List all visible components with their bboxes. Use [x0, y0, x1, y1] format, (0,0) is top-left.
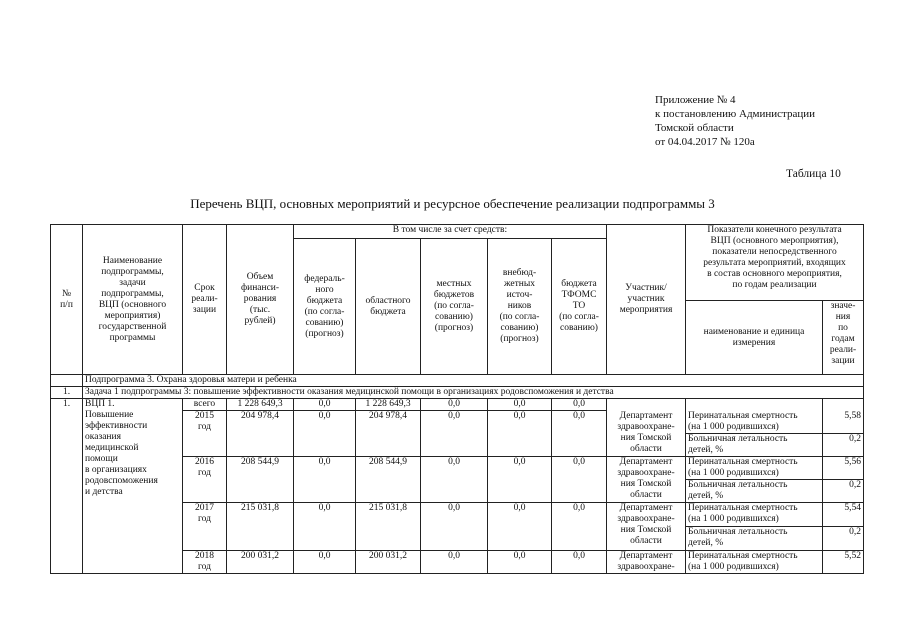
- year-offbudget: 0,0: [488, 550, 552, 573]
- vcp-num: 1.: [51, 399, 83, 574]
- indicator-name: Больничная летальность детей, %: [686, 479, 823, 502]
- total-volume: 1 228 649,3: [227, 399, 294, 411]
- indicator-name: Перинатальная смертность (на 1 000 родившихся): [686, 502, 823, 526]
- year-regional: 200 031,2: [356, 550, 421, 573]
- year-volume: 215 031,8: [227, 502, 294, 550]
- header-volume: Объем финанси- рования (тыс. рублей): [227, 225, 294, 375]
- year-participant: Департамент здравоохране-: [607, 550, 686, 573]
- task-row: Задача 1 подпрограммы 3: повышение эффективности оказания медицинской помощи в организациях родовспоможения и детства: [83, 387, 864, 399]
- header-regional: областного бюджета: [356, 239, 421, 375]
- header-tfoms: бюджета ТФОМС ТО (по согла- сованию): [552, 239, 607, 375]
- appendix-line: к постановлению Администрации: [655, 108, 816, 120]
- year-regional: 215 031,8: [356, 502, 421, 550]
- total-federal: 0,0: [294, 399, 356, 411]
- header-indicator-value: значе- ния по годам реали- зации: [823, 301, 864, 375]
- indicator-value: 0,2: [823, 433, 864, 456]
- indicator-value: 5,56: [823, 456, 864, 479]
- header-participant: Участник/ участник мероприятия: [607, 225, 686, 375]
- total-tfoms: 0,0: [552, 399, 607, 411]
- year-participant: Департамент здравоохране- ния Томской области: [607, 456, 686, 502]
- indicator-value-empty: [823, 399, 864, 411]
- year-local: 0,0: [421, 456, 488, 502]
- indicator-name: Больничная летальность детей, %: [686, 526, 823, 550]
- header-num: № п/п: [51, 225, 83, 375]
- indicator-value: 5,58: [823, 411, 864, 434]
- total-offbudget: 0,0: [488, 399, 552, 411]
- year-federal: 0,0: [294, 456, 356, 502]
- year-period: 2016 год: [183, 456, 227, 502]
- indicator-name: Перинатальная смертность (на 1 000 родившихся): [686, 411, 823, 434]
- appendix-line: Томской области: [655, 122, 734, 134]
- total-local: 0,0: [421, 399, 488, 411]
- participant-empty: [607, 399, 686, 411]
- indicator-name: Перинатальная смертность (на 1 000 родившихся): [686, 550, 823, 573]
- appendix-line: от 04.04.2017 № 120а: [655, 136, 755, 148]
- header-name: Наименование подпрограммы, задачи подпрограммы, ВЦП (основного мероприятия) государственной программы: [83, 225, 183, 375]
- resource-table: [50, 224, 864, 574]
- indicator-value: 0,2: [823, 526, 864, 550]
- year-federal: 0,0: [294, 550, 356, 573]
- header-local: местных бюджетов (по согла- сованию) (прогноз): [421, 239, 488, 375]
- year-period: 2017 год: [183, 502, 227, 550]
- year-volume: 204 978,4: [227, 411, 294, 457]
- table-number: Таблица 10: [786, 168, 841, 180]
- year-tfoms: 0,0: [552, 550, 607, 573]
- header-period: Срок реали- зации: [183, 225, 227, 375]
- subprogram-row: Подпрограмма 3. Охрана здоровья матери и ребенка: [83, 375, 864, 387]
- task-num: 1.: [51, 387, 83, 399]
- indicator-value: 0,2: [823, 479, 864, 502]
- total-regional: 1 228 649,3: [356, 399, 421, 411]
- appendix-block: [655, 93, 815, 149]
- year-local: 0,0: [421, 502, 488, 550]
- header-offbudget: внебюд- жетных источ- ников (по согла- сованию) (прогноз): [488, 239, 552, 375]
- header-including: В том числе за счет средств:: [294, 225, 607, 239]
- header-federal: федераль- ного бюджета (по согла- сованию) (прогноз): [294, 239, 356, 375]
- header-indicators: Показатели конечного результата ВЦП (основного мероприятия), показатели непосредственного результата мероприятий, входящих в состав основного мероприятия, по годам реализации: [686, 225, 864, 301]
- year-regional: 204 978,4: [356, 411, 421, 457]
- year-tfoms: 0,0: [552, 411, 607, 457]
- document-title: Перечень ВЦП, основных мероприятий и ресурсное обеспечение реализации подпрограммы 3: [190, 196, 715, 211]
- year-tfoms: 0,0: [552, 502, 607, 550]
- indicator-name: Больничная летальность детей, %: [686, 433, 823, 456]
- year-local: 0,0: [421, 550, 488, 573]
- indicator-name: Перинатальная смертность (на 1 000 родившихся): [686, 456, 823, 479]
- year-offbudget: 0,0: [488, 456, 552, 502]
- year-federal: 0,0: [294, 502, 356, 550]
- total-period: всего: [183, 399, 227, 411]
- indicator-empty: [686, 399, 823, 411]
- year-participant: Департамент здравоохране- ния Томской области: [607, 502, 686, 550]
- year-offbudget: 0,0: [488, 411, 552, 457]
- year-tfoms: 0,0: [552, 456, 607, 502]
- year-volume: 208 544,9: [227, 456, 294, 502]
- year-participant: Департамент здравоохране- ния Томской области: [607, 411, 686, 457]
- subprogram-num: [51, 375, 83, 387]
- year-period: 2015 год: [183, 411, 227, 457]
- year-regional: 208 544,9: [356, 456, 421, 502]
- year-volume: 200 031,2: [227, 550, 294, 573]
- indicator-value: 5,52: [823, 550, 864, 573]
- indicator-value: 5,54: [823, 502, 864, 526]
- appendix-line: Приложение № 4: [655, 94, 736, 106]
- year-period: 2018 год: [183, 550, 227, 573]
- vcp-name: ВЦП 1. Повышение эффективности оказания медицинской помощи в организациях родовспоможения и детства: [83, 399, 183, 574]
- header-indicator-name: наименование и единица измерения: [686, 301, 823, 375]
- year-offbudget: 0,0: [488, 502, 552, 550]
- year-federal: 0,0: [294, 411, 356, 457]
- year-local: 0,0: [421, 411, 488, 457]
